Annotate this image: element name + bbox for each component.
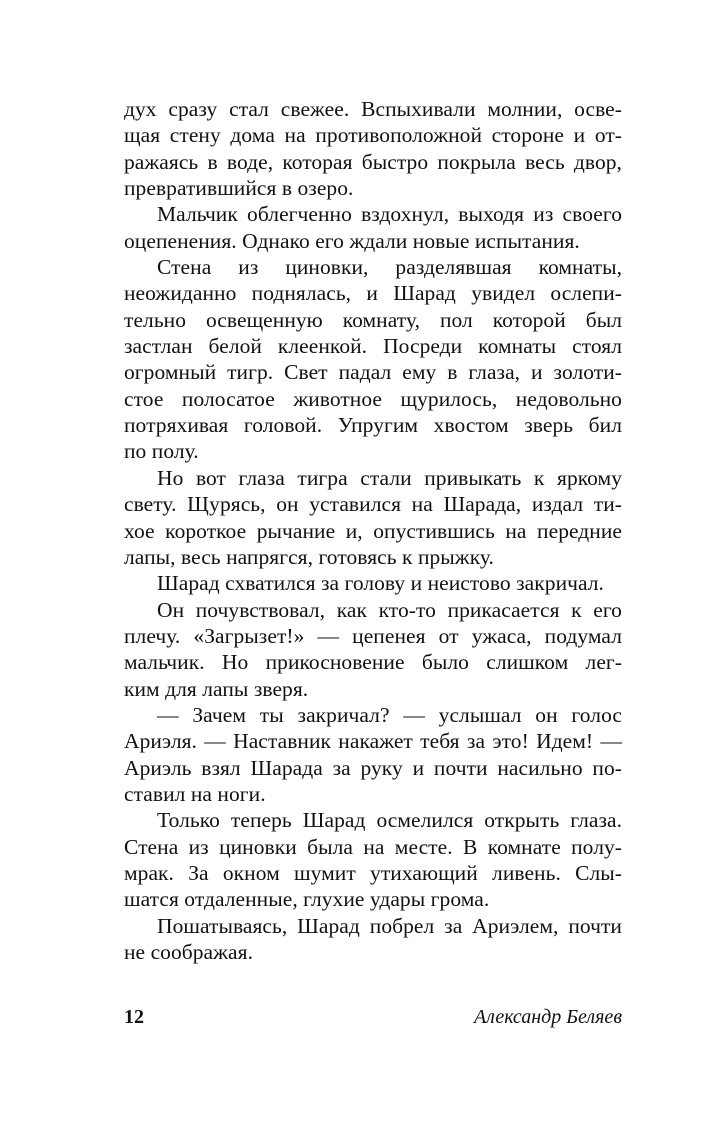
running-head-author: Александр Беляев <box>473 1006 622 1028</box>
paragraph <box>124 254 622 465</box>
paragraph <box>124 702 622 807</box>
text-line: по полу. <box>124 439 199 464</box>
text-line: Стена из циновки была на месте. В комнате полу- <box>124 834 622 859</box>
text-line: Он почувствовал, как кто-то прикасается к его <box>157 597 622 622</box>
text-line: Шарад схватился за голову и неистово закричал. <box>157 571 604 596</box>
paragraph <box>124 807 622 912</box>
text-line: Пошатываясь, Шарад побрел за Ариэлем, почти <box>157 913 622 938</box>
text-line: ражаясь в воде, которая быстро покрыла весь двор, <box>124 149 622 174</box>
text-line: свету. Щурясь, он уставился на Шарада, издал ти- <box>124 492 622 517</box>
text-line: неожиданно поднялась, и Шарад увидел ослепи- <box>124 281 622 306</box>
text-line: стое полосатое животное щурилось, недовольно <box>124 386 622 411</box>
text-line: плечу. «Загрызет!» — цепенея от ужаса, подумал <box>124 623 622 648</box>
text-line: щая стену дома на противоположной стороне и от- <box>124 123 622 148</box>
text-line: хое короткое рычание и, опустившись на передние <box>124 518 622 543</box>
text-line: ставил на ноги. <box>124 781 266 806</box>
text-line: превратившийся в озеро. <box>124 176 354 201</box>
page-body <box>124 96 622 965</box>
page-footer <box>124 1003 622 1031</box>
text-line: оцепенения. Однако его ждали новые испытания. <box>124 228 580 253</box>
paragraph <box>124 597 622 702</box>
text-line: Ариэля. — Наставник накажет тебя за это! Идем! — <box>124 729 622 754</box>
text-line: ким для лапы зверя. <box>124 676 309 701</box>
paragraph <box>124 570 622 596</box>
text-line: Ариэль взял Шарада за руку и почти насильно по- <box>124 755 622 780</box>
text-line: потряхивая головой. Упругим хвостом зверь бил <box>124 413 622 438</box>
text-line: Стена из циновки, разделявшая комнаты, <box>157 255 622 280</box>
paragraph <box>124 465 622 570</box>
text-line: Мальчик облегченно вздохнул, выходя из своего <box>157 202 622 227</box>
paragraph <box>124 201 622 254</box>
text-line: мрак. За окном шумит утихающий ливень. Слы- <box>124 860 622 885</box>
text-line: дух сразу стал свежее. Вспыхивали молнии, осве- <box>124 97 622 121</box>
text-line: Только теперь Шарад осмелился открыть глаза. <box>157 808 622 833</box>
text-line: тельно освещенную комнату, пол которой был <box>124 307 622 332</box>
text-line: мальчик. Но прикосновение было слишком лег- <box>124 650 622 675</box>
text-line: застлан белой клеенкой. Посреди комнаты стоял <box>124 334 622 359</box>
text-line: лапы, весь напрягся, готовясь к прыжку. <box>124 544 494 569</box>
text-line: огромный тигр. Свет падал ему в глаза, и золоти- <box>124 360 622 385</box>
text-line: шатся отдаленные, глухие удары грома. <box>124 887 490 912</box>
text-line: Но вот глаза тигра стали привыкать к яркому <box>157 465 622 490</box>
paragraph <box>124 96 622 201</box>
text-line: не соображая. <box>124 940 254 964</box>
text-line: — Зачем ты закричал? — услышал он голос <box>157 702 622 727</box>
paragraph <box>124 913 622 966</box>
page-number: 12 <box>124 1006 144 1028</box>
